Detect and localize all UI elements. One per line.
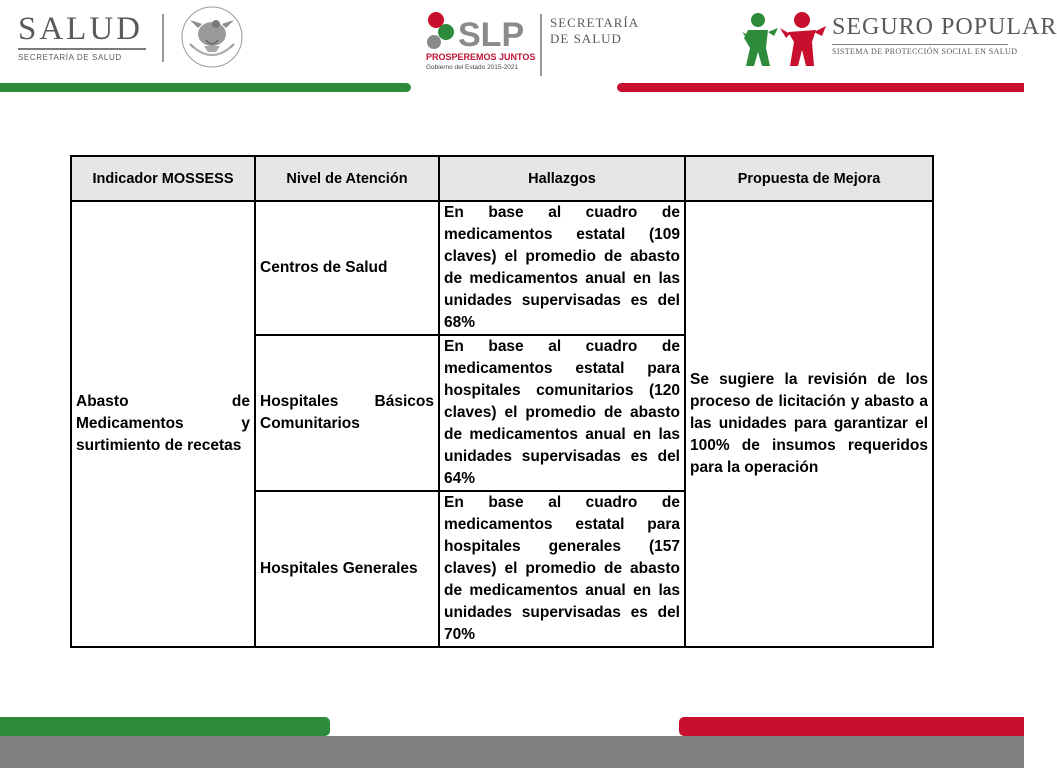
indicador-cell: Abasto de Medicamentos y surtimiento de recetas: [71, 201, 255, 647]
footer-green-bar: [0, 717, 330, 736]
findings-table-container: [70, 155, 932, 648]
seguro-popular-title: SEGURO POPULAR: [832, 14, 1057, 40]
nivel-cell: Hospitales Generales: [255, 491, 439, 647]
hallazgo-cell: En base al cuadro de medicamentos estatal para hospitales comunitarios (120 claves) el promedio de abasto de medicamentos anual en las unidades supervisadas es del 64%: [439, 335, 685, 491]
nivel-cell: Hospitales Básicos Comunitarios: [255, 335, 439, 491]
mexican-coat-of-arms-icon: [176, 4, 248, 70]
seguro-popular-figures-icon: [740, 10, 828, 68]
slp-secretaria-line1: SECRETARÍA: [550, 15, 640, 30]
salud-logo-rule: [18, 48, 146, 50]
slp-secretaria-label: [550, 15, 639, 47]
page-header: [0, 0, 1057, 92]
propuesta-cell: Se sugiere la revisión de los proceso de licitación y abasto a las unidades para garantizar el 100% de insumos requeridos para la operación: [685, 201, 933, 647]
logo-divider: [540, 14, 542, 76]
slp-tagline: PROSPEREMOS JUNTOS: [426, 52, 536, 62]
salud-logo: [18, 12, 158, 62]
nivel-cell: Centros de Salud: [255, 201, 439, 335]
slp-mark-icon: [424, 10, 532, 54]
table-header-row: [71, 156, 933, 201]
footer-gray-band: [0, 736, 1024, 768]
seguro-popular-rule: [832, 44, 1008, 45]
seguro-popular-logo: [740, 10, 1057, 70]
slp-logo: [424, 10, 640, 76]
salud-logo-subtitle: SECRETARÍA DE SALUD: [18, 53, 122, 62]
header-indicador: Indicador MOSSESS: [71, 156, 255, 201]
header-red-bar: [617, 83, 1024, 92]
findings-table: [70, 155, 934, 648]
header-hallazgos: Hallazgos: [439, 156, 685, 201]
hallazgo-cell: En base al cuadro de medicamentos estatal para hospitales generales (157 claves) el promedio de abasto de medicamentos anual en las unidades supervisadas es del 70%: [439, 491, 685, 647]
salud-logo-title: SALUD: [18, 11, 144, 47]
header-nivel: Nivel de Atención: [255, 156, 439, 201]
hallazgo-cell: En base al cuadro de medicamentos estatal (109 claves) el promedio de abasto de medicamentos anual en las unidades supervisadas es del 68%: [439, 201, 685, 335]
footer-red-bar: [679, 717, 1024, 736]
slp-secretaria-line2: DE SALUD: [550, 31, 622, 46]
logo-divider: [162, 14, 164, 62]
table-row: [71, 201, 933, 335]
slp-government: Gobierno del Estado 2015-2021: [426, 64, 519, 71]
header-green-bar: [0, 83, 411, 92]
seguro-popular-subtitle: SISTEMA DE PROTECCIÓN SOCIAL EN SALUD: [832, 47, 1018, 56]
slp-mark-text: SLP: [458, 16, 525, 54]
header-propuesta: Propuesta de Mejora: [685, 156, 933, 201]
